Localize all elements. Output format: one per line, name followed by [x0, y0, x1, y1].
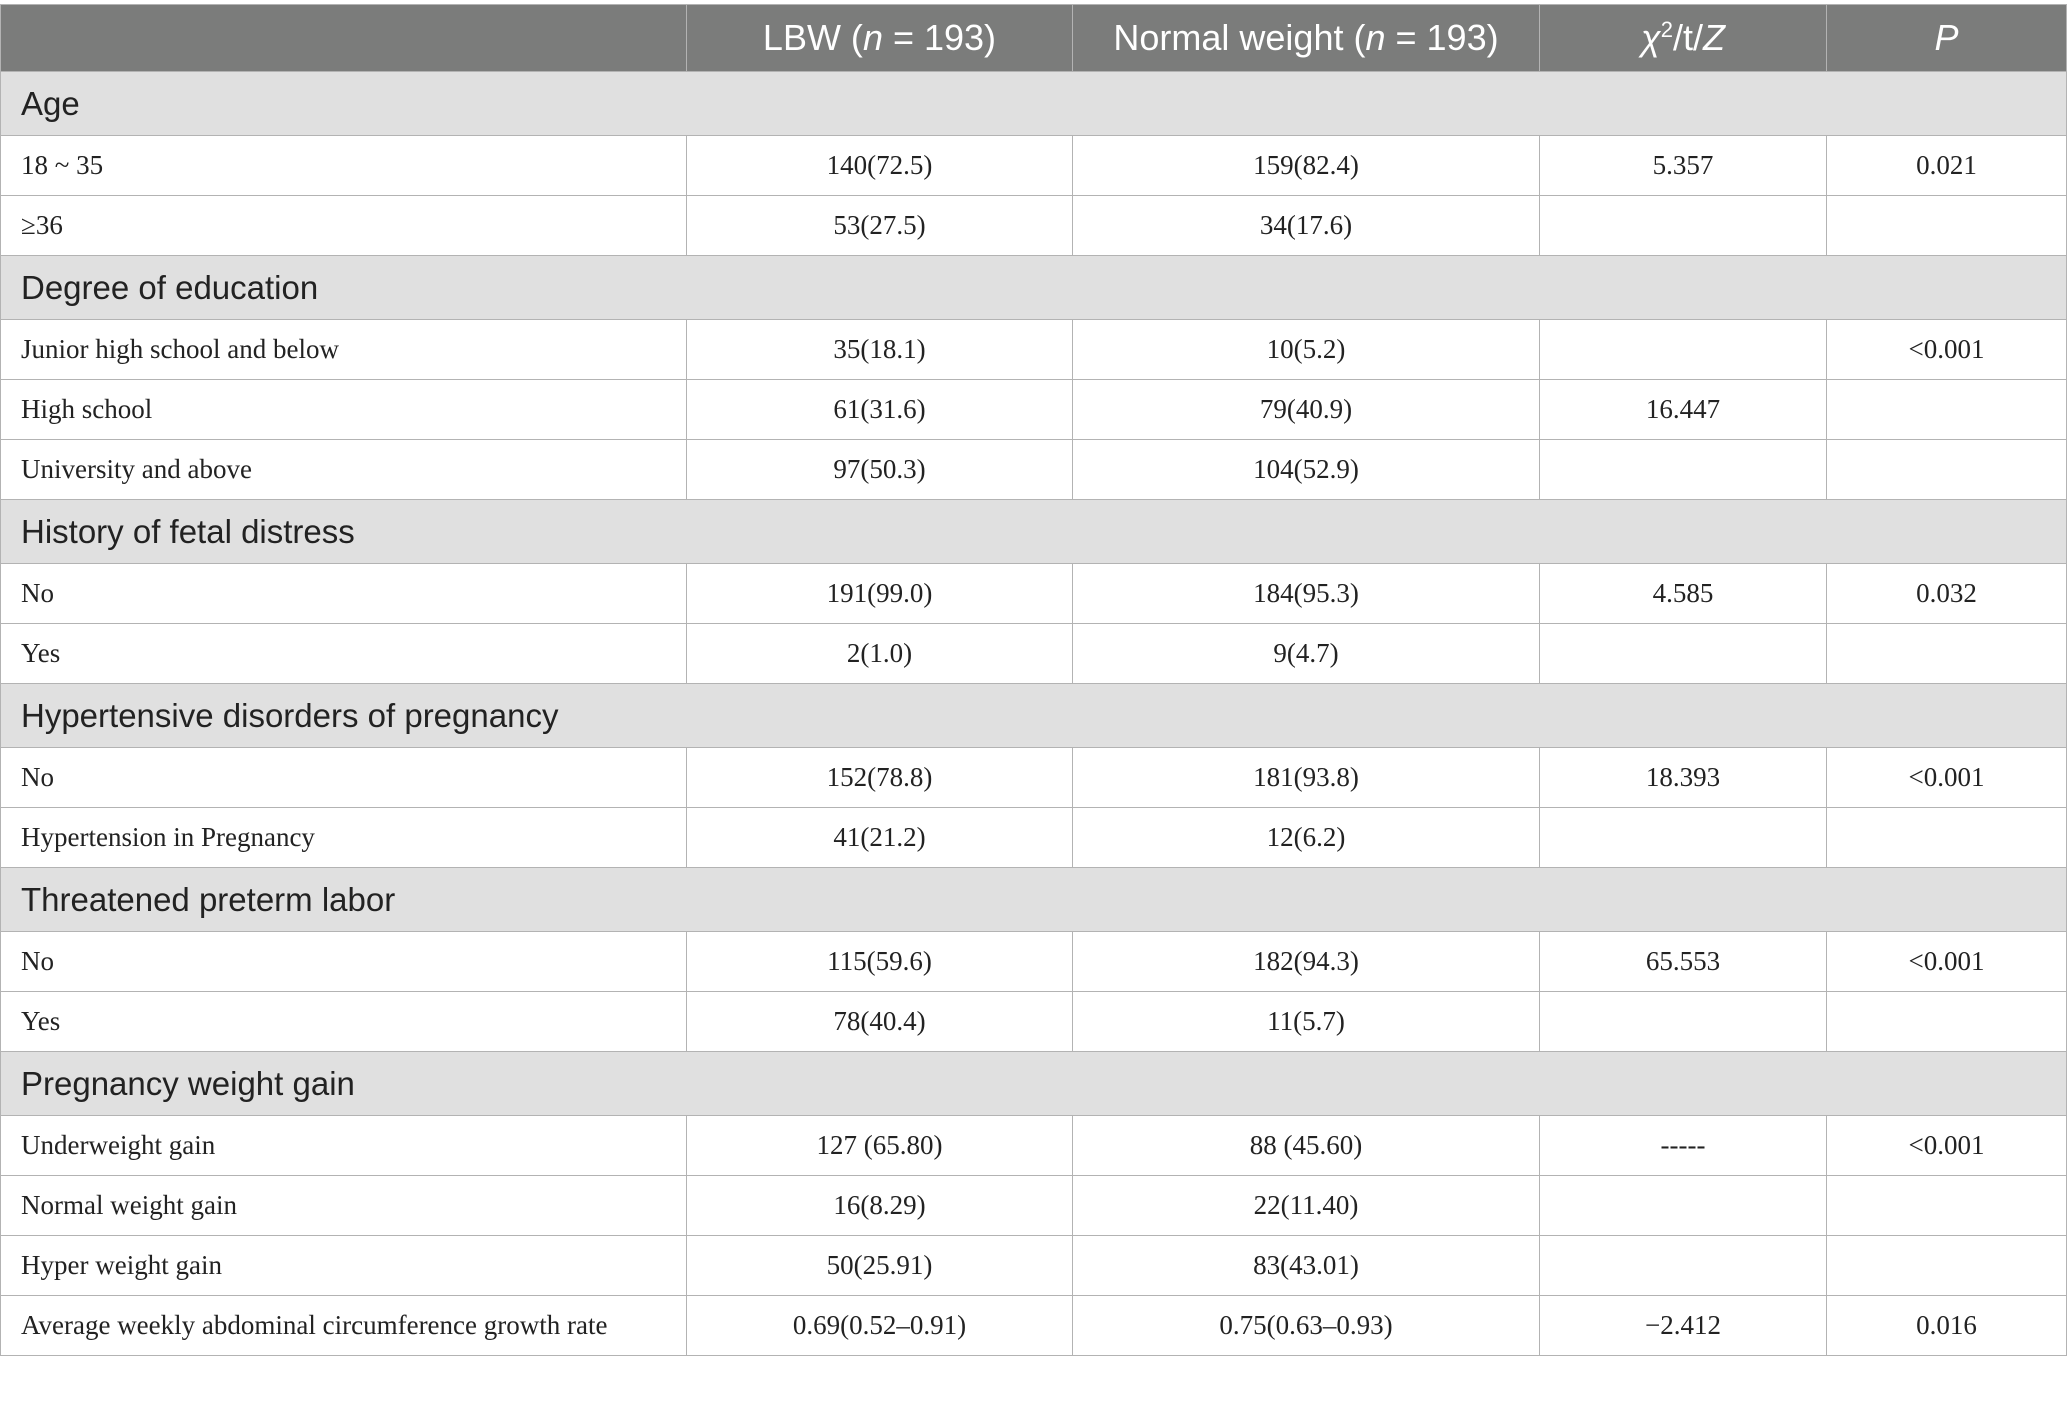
section-title: Degree of education: [1, 256, 2067, 320]
lbw-value: 115(59.6): [687, 932, 1073, 992]
section-title: Threatened preterm labor: [1, 868, 2067, 932]
header-normal-weight: [1073, 5, 1540, 72]
header-stat-rest: /t/: [1672, 17, 1703, 58]
statistic-value: [1540, 992, 1827, 1052]
lbw-value: 140(72.5): [687, 136, 1073, 196]
p-value: 0.032: [1827, 564, 2067, 624]
header-stat-sup: 2: [1660, 17, 1673, 42]
header-normal-prefix: Normal weight (: [1113, 17, 1366, 58]
statistic-value: [1540, 624, 1827, 684]
lbw-value: 61(31.6): [687, 380, 1073, 440]
lbw-value: 53(27.5): [687, 196, 1073, 256]
section-title: History of fetal distress: [1, 500, 2067, 564]
statistic-value: 65.553: [1540, 932, 1827, 992]
p-value: [1827, 808, 2067, 868]
row-label: University and above: [1, 440, 687, 500]
table-row: [1, 136, 2067, 196]
table-row: [1, 440, 2067, 500]
header-stat-chi: χ: [1641, 17, 1661, 58]
normal-weight-value: 34(17.6): [1073, 196, 1540, 256]
normal-weight-value: 181(93.8): [1073, 748, 1540, 808]
lbw-value: 0.69(0.52–0.91): [687, 1296, 1073, 1356]
row-label: Normal weight gain: [1, 1176, 687, 1236]
table-row: [1, 992, 2067, 1052]
table-row: [1, 380, 2067, 440]
p-value: [1827, 992, 2067, 1052]
row-label: Yes: [1, 624, 687, 684]
p-value: [1827, 440, 2067, 500]
lbw-value: 78(40.4): [687, 992, 1073, 1052]
section-row: [1, 500, 2067, 564]
section-row: [1, 1052, 2067, 1116]
normal-weight-value: 184(95.3): [1073, 564, 1540, 624]
header-normal-n: n: [1365, 17, 1386, 58]
header-stat-z: Z: [1702, 17, 1725, 58]
table-body: [1, 72, 2067, 1356]
statistic-value: [1540, 440, 1827, 500]
row-label: 18 ~ 35: [1, 136, 687, 196]
statistic-value: [1540, 1236, 1827, 1296]
table-row: [1, 932, 2067, 992]
header-lbw-n: n: [862, 17, 883, 58]
section-title: Pregnancy weight gain: [1, 1052, 2067, 1116]
table-row: [1, 320, 2067, 380]
section-row: [1, 72, 2067, 136]
lbw-value: 191(99.0): [687, 564, 1073, 624]
lbw-value: 152(78.8): [687, 748, 1073, 808]
header-lbw: [687, 5, 1073, 72]
p-value: [1827, 1236, 2067, 1296]
table-row: [1, 624, 2067, 684]
p-value: <0.001: [1827, 932, 2067, 992]
normal-weight-value: 79(40.9): [1073, 380, 1540, 440]
lbw-value: 16(8.29): [687, 1176, 1073, 1236]
header-statistic: [1540, 5, 1827, 72]
normal-weight-value: 83(43.01): [1073, 1236, 1540, 1296]
statistic-value: 18.393: [1540, 748, 1827, 808]
header-lbw-prefix: LBW (: [762, 17, 863, 58]
row-label: Underweight gain: [1, 1116, 687, 1176]
comparison-table: [0, 4, 2067, 1356]
row-label: Junior high school and below: [1, 320, 687, 380]
statistic-value: 16.447: [1540, 380, 1827, 440]
row-label: No: [1, 748, 687, 808]
section-title: Hypertensive disorders of pregnancy: [1, 684, 2067, 748]
row-label: Hyper weight gain: [1, 1236, 687, 1296]
lbw-value: 127 (65.80): [687, 1116, 1073, 1176]
normal-weight-value: 9(4.7): [1073, 624, 1540, 684]
statistic-value: [1540, 1176, 1827, 1236]
header-blank-cell: [1, 5, 687, 72]
statistic-value: [1540, 196, 1827, 256]
p-value: 0.016: [1827, 1296, 2067, 1356]
statistic-value: −2.412: [1540, 1296, 1827, 1356]
statistic-value: [1540, 320, 1827, 380]
section-row: [1, 868, 2067, 932]
section-row: [1, 684, 2067, 748]
row-label: No: [1, 932, 687, 992]
table-header: [1, 5, 2067, 72]
row-label: Yes: [1, 992, 687, 1052]
statistic-value: [1540, 808, 1827, 868]
p-value: [1827, 1176, 2067, 1236]
normal-weight-value: 11(5.7): [1073, 992, 1540, 1052]
p-value: <0.001: [1827, 748, 2067, 808]
normal-weight-value: 104(52.9): [1073, 440, 1540, 500]
lbw-value: 41(21.2): [687, 808, 1073, 868]
row-label: No: [1, 564, 687, 624]
normal-weight-value: 182(94.3): [1073, 932, 1540, 992]
normal-weight-value: 0.75(0.63–0.93): [1073, 1296, 1540, 1356]
section-row: [1, 256, 2067, 320]
table-row: [1, 1296, 2067, 1356]
header-normal-suffix: = 193): [1385, 17, 1499, 58]
p-value: <0.001: [1827, 320, 2067, 380]
p-value: [1827, 380, 2067, 440]
header-lbw-suffix: = 193): [882, 17, 997, 58]
table-row: [1, 748, 2067, 808]
p-value: <0.001: [1827, 1116, 2067, 1176]
lbw-value: 50(25.91): [687, 1236, 1073, 1296]
row-label: High school: [1, 380, 687, 440]
row-label: ≥36: [1, 196, 687, 256]
lbw-value: 35(18.1): [687, 320, 1073, 380]
normal-weight-value: 10(5.2): [1073, 320, 1540, 380]
statistic-value: 5.357: [1540, 136, 1827, 196]
table-row: [1, 1176, 2067, 1236]
header-p: P: [1827, 5, 2067, 72]
table-row: [1, 196, 2067, 256]
header-row: [1, 5, 2067, 72]
p-value: 0.021: [1827, 136, 2067, 196]
table-row: [1, 564, 2067, 624]
section-title: Age: [1, 72, 2067, 136]
normal-weight-value: 159(82.4): [1073, 136, 1540, 196]
row-label: Hypertension in Pregnancy: [1, 808, 687, 868]
normal-weight-value: 88 (45.60): [1073, 1116, 1540, 1176]
normal-weight-value: 12(6.2): [1073, 808, 1540, 868]
table-row: [1, 1116, 2067, 1176]
p-value: [1827, 624, 2067, 684]
table-row: [1, 1236, 2067, 1296]
normal-weight-value: 22(11.40): [1073, 1176, 1540, 1236]
statistic-value: -----: [1540, 1116, 1827, 1176]
table-row: [1, 808, 2067, 868]
statistic-value: 4.585: [1540, 564, 1827, 624]
lbw-value: 97(50.3): [687, 440, 1073, 500]
row-label: Average weekly abdominal circumference growth rate: [1, 1296, 687, 1356]
p-value: [1827, 196, 2067, 256]
lbw-value: 2(1.0): [687, 624, 1073, 684]
